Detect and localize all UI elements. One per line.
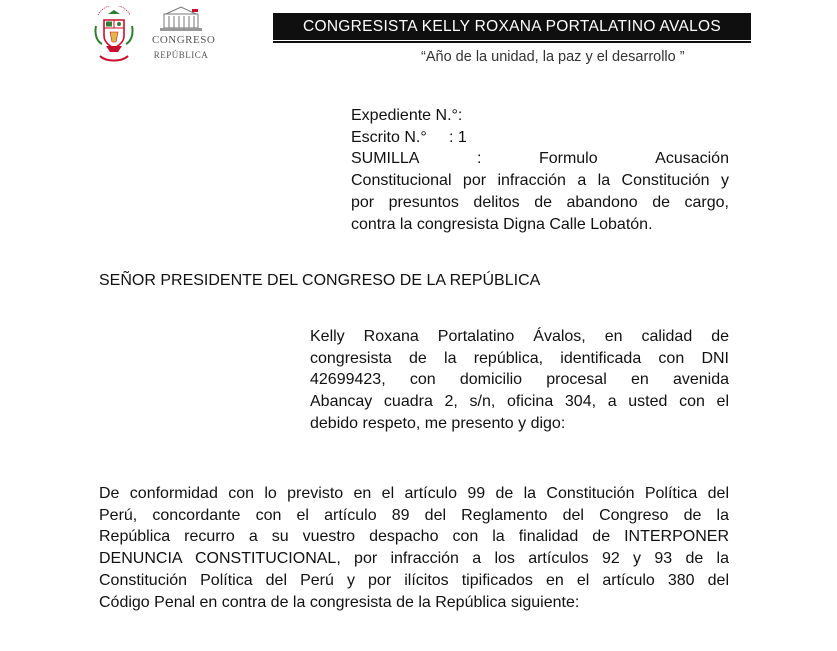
header-rule: [273, 41, 751, 43]
intro-line: Abancay cuadra 2, s/n, oficina 304, a usted con el: [310, 393, 729, 411]
congress-building-icon: [152, 4, 210, 34]
body-paragraph: [99, 483, 729, 613]
intro-paragraph: [310, 326, 729, 435]
sumilla-word: Formulo: [538, 150, 598, 168]
expediente-block: [351, 105, 729, 235]
year-motto: “Año de la unidad, la paz y el desarrollo ”: [421, 49, 685, 65]
body-line: Código Penal en contra de la congresista de la República siguiente:: [99, 593, 580, 611]
expediente-line: Expediente N.°:: [351, 107, 463, 124]
sumilla-text-line: por presuntos delitos de abandono de cargo,: [351, 193, 729, 211]
congreso-logo: [152, 4, 216, 62]
sumilla-text-line: Constitucional por infracción a la Constitución y: [351, 172, 729, 190]
peru-coat-of-arms-icon: [92, 6, 136, 64]
congresista-title-bar: CONGRESISTA KELLY ROXANA PORTALATINO AVALOS: [273, 13, 751, 40]
sumilla-line: [351, 148, 729, 170]
body-line: Constitución Política del Perú y por ilícitos tipificados en el artículo 380 del: [99, 571, 729, 589]
body-line: De conformidad con lo previsto en el artículo 99 de la Constitución Política del: [99, 485, 729, 502]
sumilla-word: Acusación: [655, 150, 729, 168]
body-line: República recurro a su vuestro despacho con la finalidad de INTERPONER: [99, 528, 729, 546]
body-line: DENUNCIA CONSTITUCIONAL, por infracción a los artículos 92 y 93 de la: [99, 550, 729, 568]
body-line: Perú, concordante con el artículo 89 del Reglamento del Congreso de la: [99, 506, 729, 524]
congreso-word: CONGRESO: [152, 34, 216, 46]
addressee-heading: SEÑOR PRESIDENTE DEL CONGRESO DE LA REPÚBLICA: [99, 272, 541, 289]
escrito-line: Escrito N.° : 1: [351, 128, 467, 146]
intro-line: 42699423, con domicilio procesal en avenida: [310, 371, 729, 389]
republica-word: REPÚBLICA: [153, 50, 209, 60]
sumilla-label: SUMILLA: [351, 150, 420, 168]
intro-line: congresista de la república, identificada con DNI: [310, 349, 729, 367]
intro-line: Kelly Roxana Portalatino Ávalos, en calidad de: [310, 328, 729, 345]
intro-line: debido respeto, me presento y digo:: [310, 414, 566, 432]
sumilla-text-line: contra la congresista Digna Calle Lobatón.: [351, 215, 653, 233]
sumilla-colon: :: [476, 150, 482, 168]
